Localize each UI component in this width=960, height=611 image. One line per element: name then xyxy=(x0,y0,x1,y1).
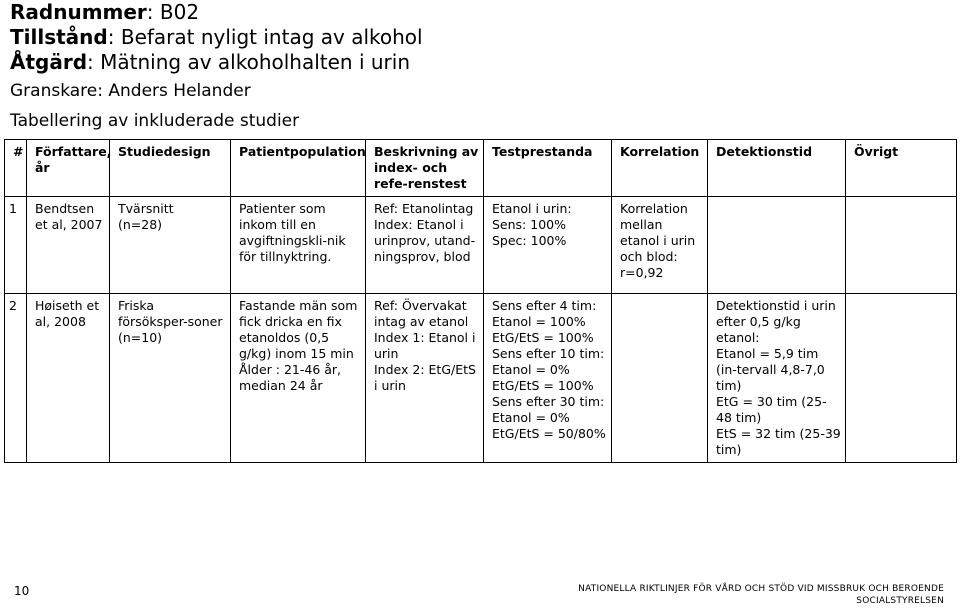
col-population: Patientpopulation xyxy=(231,140,366,197)
table-header-row xyxy=(5,140,957,197)
radnummer-value: B02 xyxy=(159,0,200,24)
radnummer-line: Radnummer: B02 xyxy=(10,0,200,24)
cell-other xyxy=(846,197,957,294)
col-author: Författare, år xyxy=(27,140,110,197)
table-row xyxy=(5,294,957,463)
col-description: Beskrivning av index- och refe-renstest xyxy=(366,140,484,197)
atgard-label: Åtgärd xyxy=(10,50,88,74)
tillstand-line: Tillstånd: Befarat nyligt intag av alkohol xyxy=(10,25,423,49)
studies-table xyxy=(4,139,957,463)
cell-number: 2 xyxy=(5,294,27,463)
cell-correlation xyxy=(612,294,708,463)
granskare: Granskare: Anders Helander xyxy=(10,81,251,101)
cell-other xyxy=(846,294,957,463)
cell-population: Patienter som inkom till en avgiftningskli-nik för tillnyktring. xyxy=(231,197,366,294)
cell-design: Friska försöksper-soner (n=10) xyxy=(110,294,231,463)
col-other: Övrigt xyxy=(846,140,957,197)
cell-author: Bendtsen et al, 2007 xyxy=(27,197,110,294)
cell-description: Ref: Övervakat intag av etanol Index 1: Etanol i urin Index 2: EtG/EtS i urin xyxy=(366,294,484,463)
atgard-line: Åtgärd: Mätning av alkoholhalten i urin xyxy=(10,50,411,74)
cell-design: Tvärsnitt (n=28) xyxy=(110,197,231,294)
footer-guideline-title: NATIONELLA RIKTLINJER FÖR VÅRD OCH STÖD VID MISSBRUK OCH BEROENDE xyxy=(578,584,944,594)
cell-detection: Detektionstid i urin efter 0,5 g/kg etanol: Etanol = 5,9 tim (in-tervall 4,8-7,0 tim) EtG = 30 tim (25-48 tim) EtS = 32 tim (25-39 tim) xyxy=(708,294,846,463)
atgard-value: Mätning av alkoholhalten i urin xyxy=(100,50,411,74)
tillstand-label: Tillstånd xyxy=(10,25,108,49)
col-design: Studiedesign xyxy=(110,140,231,197)
table-row xyxy=(5,197,957,294)
col-correlation: Korrelation xyxy=(612,140,708,197)
footer-organization: SOCIALSTYRELSEN xyxy=(856,596,944,606)
col-detection: Detektionstid xyxy=(708,140,846,197)
cell-author: Høiseth et al, 2008 xyxy=(27,294,110,463)
cell-number: 1 xyxy=(5,197,27,294)
cell-correlation: Korrelation mellan etanol i urin och blod: r=0,92 xyxy=(612,197,708,294)
cell-population: Fastande män som fick dricka en fix etanoldos (0,5 g/kg) inom 15 min Ålder : 21-46 år, median 24 år xyxy=(231,294,366,463)
cell-performance: Sens efter 4 tim: Etanol = 100% EtG/EtS = 100% Sens efter 10 tim: Etanol = 0% EtG/EtS = 100% Sens efter 30 tim: Etanol = 0% EtG/EtS = 50/80% xyxy=(484,294,612,463)
tillstand-value: Befarat nyligt intag av alkohol xyxy=(120,25,423,49)
cell-description: Ref: Etanolintag Index: Etanol i urinprov, utand-ningsprov, blod xyxy=(366,197,484,294)
footer-publisher xyxy=(578,583,944,607)
cell-performance: Etanol i urin: Sens: 100% Spec: 100% xyxy=(484,197,612,294)
col-number: # xyxy=(5,140,27,197)
document-header xyxy=(10,0,423,133)
cell-detection xyxy=(708,197,846,294)
radnummer-label: Radnummer xyxy=(10,0,147,24)
tabellering-title: Tabellering av inkluderade studier xyxy=(10,111,300,131)
page-number: 10 xyxy=(14,584,30,598)
col-performance: Testprestanda xyxy=(484,140,612,197)
